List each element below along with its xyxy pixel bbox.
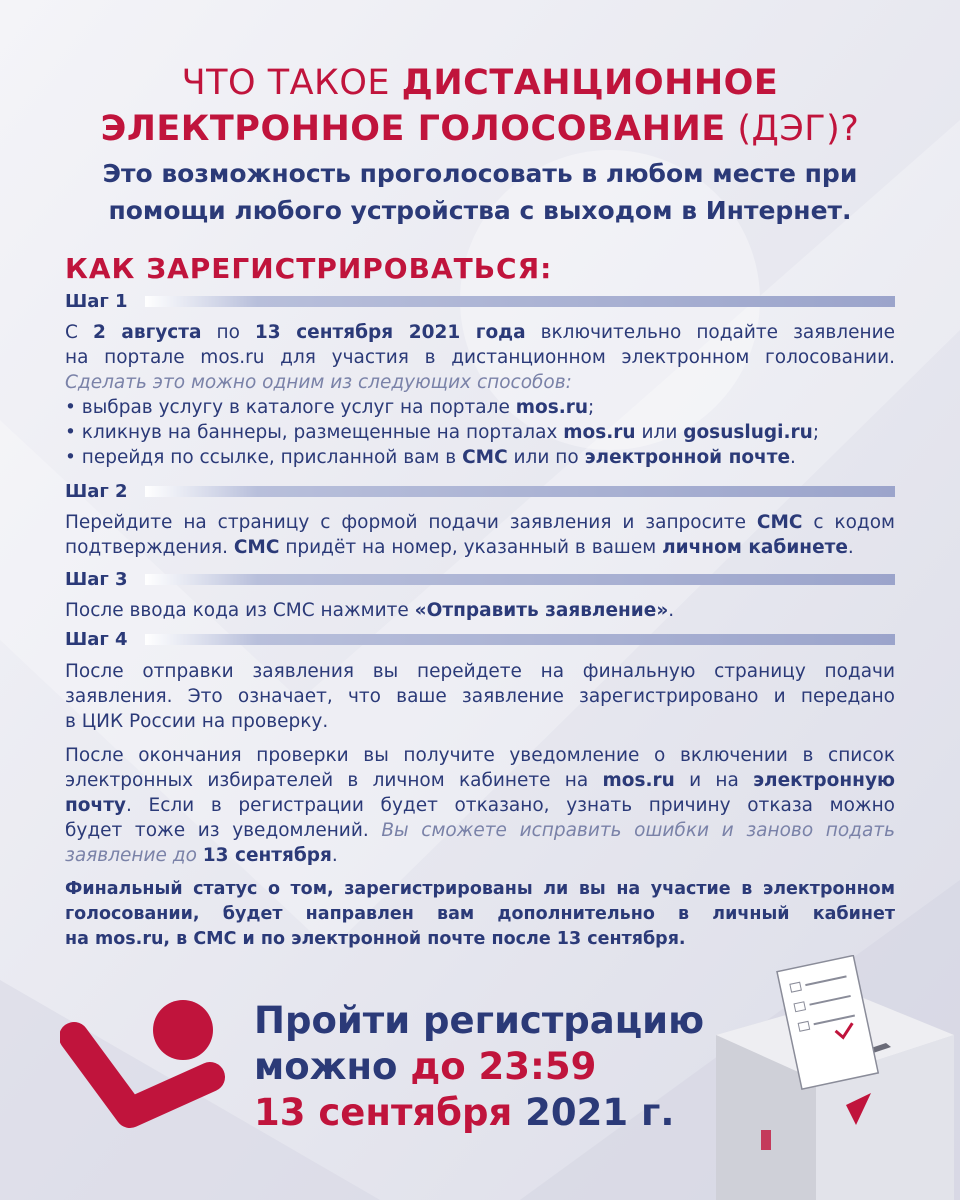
- text: Перейдите на страницу с формой подачи заявления и запросите: [65, 512, 757, 533]
- step-2-line-2: [65, 535, 895, 560]
- step-3-bar: [145, 574, 895, 585]
- step-3-label: Шаг 3: [65, 569, 128, 590]
- sms-emphasis: СМС: [233, 537, 280, 558]
- sms-emphasis: СМС: [193, 929, 237, 949]
- subtitle-line-2: [0, 192, 960, 230]
- step-1-bar: [145, 296, 895, 307]
- step-4-p2-line-4: [65, 818, 895, 843]
- email-emphasis: почту: [65, 795, 126, 816]
- step-4-line-2: заявления. Это означает, что ваше заявление зарегистрировано и передано: [65, 686, 895, 707]
- subtitle-emphasis: любого устройства с выходом в Интернет: [234, 196, 843, 225]
- text: 2021 г.: [512, 1091, 675, 1134]
- header-title-plain-1: ЧТО ТАКОЕ: [181, 63, 402, 103]
- text: и по: [236, 929, 292, 949]
- step-4-paragraph-1: [65, 659, 895, 734]
- step-4-line-3: в ЦИК России на проверку.: [65, 711, 329, 732]
- text: ;: [812, 422, 820, 443]
- text: .: [790, 447, 796, 468]
- sms-emphasis: СМС: [756, 512, 803, 533]
- step-4-label: Шаг 4: [65, 629, 128, 650]
- date-start: 2 августа: [92, 322, 202, 343]
- step-1-line-1: [65, 320, 895, 345]
- step-1-header: [65, 291, 895, 315]
- submit-emphasis: «Отправить заявление»: [414, 600, 669, 621]
- step-3-header: [65, 569, 895, 593]
- italic-note: Вы сможете исправить ошибки и заново подать: [381, 820, 895, 841]
- step-4-header: [65, 629, 895, 653]
- subtitle-text: помощи: [108, 196, 235, 225]
- step-4-bar: [145, 634, 895, 645]
- step-2-text: [65, 510, 895, 560]
- text: будет тоже из уведомлений.: [65, 820, 382, 841]
- subtitle-period: .: [842, 196, 852, 225]
- text: с кодом: [802, 512, 895, 533]
- step-4-paragraph-2: [65, 743, 895, 868]
- step-1-bullet-2: [65, 420, 895, 445]
- deadline-emphasis: 13 сентября: [202, 845, 332, 866]
- deadline-time: до 23:59: [410, 1045, 597, 1088]
- email-emphasis: электронной почте: [291, 929, 486, 949]
- step-2-line-1: [65, 510, 895, 535]
- text: После ввода кода из СМС нажмите: [65, 600, 415, 621]
- step-1-label: Шаг 1: [65, 291, 128, 312]
- link-mos-ru: mos.ru: [515, 397, 589, 418]
- final-line-3: [65, 927, 895, 952]
- link-mos-ru: mos.ru: [602, 770, 675, 791]
- cabinet-emphasis: личном кабинете: [662, 537, 848, 558]
- header-title-line-1: [0, 60, 960, 106]
- text: голосовании, будет направлен вам дополнительно в: [65, 904, 713, 924]
- text: • перейдя по ссылке, присланной вам в: [65, 447, 463, 468]
- text: по: [201, 322, 255, 343]
- header-title-bold-1: ДИСТАНЦИОННОЕ: [401, 63, 779, 103]
- link-mos-ru: mos.ru: [563, 422, 636, 443]
- text: подтверждения.: [65, 537, 234, 558]
- italic-note: заявление до: [65, 845, 203, 866]
- final-line-1: Финальный статус о том, зарегистрированы ли вы на участие в электронном: [65, 879, 895, 899]
- text: и на: [674, 770, 754, 791]
- email-emphasis: электронную: [753, 770, 895, 791]
- step-4-p2-line-3: [65, 793, 895, 818]
- text: .: [331, 845, 338, 866]
- header-title-bold-2: ЭЛЕКТРОННОЕ ГОЛОСОВАНИЕ: [100, 109, 726, 149]
- text: • кликнув на баннеры, размещенные на порталах: [65, 422, 564, 443]
- text: или: [635, 422, 684, 443]
- text: или по: [507, 447, 585, 468]
- subtitle-line-1: Это возможность проголосовать в любом месте при: [102, 159, 858, 188]
- cabinet-emphasis: личный кабинет: [712, 904, 896, 924]
- step-2-bar: [145, 486, 895, 497]
- step-4-p2-line-5: [65, 843, 895, 868]
- step-1-line-2: на портале mos.ru для участия в дистанционном электронном голосовании.: [65, 347, 895, 368]
- election-logo: [60, 995, 225, 1155]
- text: на mos.ru: [65, 929, 164, 949]
- text: придёт на номер, указанный в вашем: [279, 537, 663, 558]
- step-4-p2-line-2: [65, 768, 895, 793]
- step-1-line-3: Сделать это можно одним из следующих способов:: [65, 372, 572, 393]
- sms-emphasis: СМС: [462, 447, 508, 468]
- text: можно: [254, 1045, 411, 1088]
- cta-line-1: Пройти регистрацию: [254, 999, 705, 1042]
- text: . Если в регистрации будет отказано, узнать причину отказа можно: [125, 795, 895, 816]
- link-gosuslugi: gosuslugi.ru: [683, 422, 813, 443]
- date-end: 13 сентября 2021 года: [254, 322, 526, 343]
- text: ;: [588, 397, 595, 418]
- step-4-p2-line-1: После окончания проверки вы получите уведомление о включении в список: [65, 745, 895, 766]
- step-1-bullet-1: [65, 395, 895, 420]
- step-2-label: Шаг 2: [65, 481, 128, 502]
- deadline-date: 13 сентября: [254, 1091, 513, 1134]
- cta-line-3: [254, 1092, 674, 1134]
- how-to-register-heading: КАК ЗАРЕГИСТРИРОВАТЬСЯ:: [65, 252, 553, 285]
- ballot-box-icon: [706, 955, 960, 1200]
- text: С: [65, 322, 93, 343]
- cta-line-2: [254, 1046, 596, 1088]
- text: .: [847, 537, 854, 558]
- step-2-header: [65, 481, 895, 505]
- text: электронных избирателей в личном кабинете на: [65, 770, 603, 791]
- text: , в: [163, 929, 194, 949]
- text: • выбрав услугу в каталоге услуг на портале: [65, 397, 516, 418]
- text: включительно подайте заявление: [525, 322, 895, 343]
- step-3-text: [65, 598, 895, 623]
- email-emphasis: электронной почте: [584, 447, 791, 468]
- header-title-plain-2: (ДЭГ)?: [725, 109, 860, 149]
- final-line-2: [65, 902, 895, 927]
- text: после 13 сентября.: [485, 929, 686, 949]
- step-1-text: [65, 320, 895, 470]
- step-1-bullet-3: [65, 445, 895, 470]
- header-title-line-2: [0, 106, 960, 152]
- step-3-line-1: [65, 598, 895, 623]
- step-4-line-1: После отправки заявления вы перейдете на финальную страницу подачи: [65, 661, 895, 682]
- text: .: [668, 600, 675, 621]
- final-status-text: [65, 877, 895, 952]
